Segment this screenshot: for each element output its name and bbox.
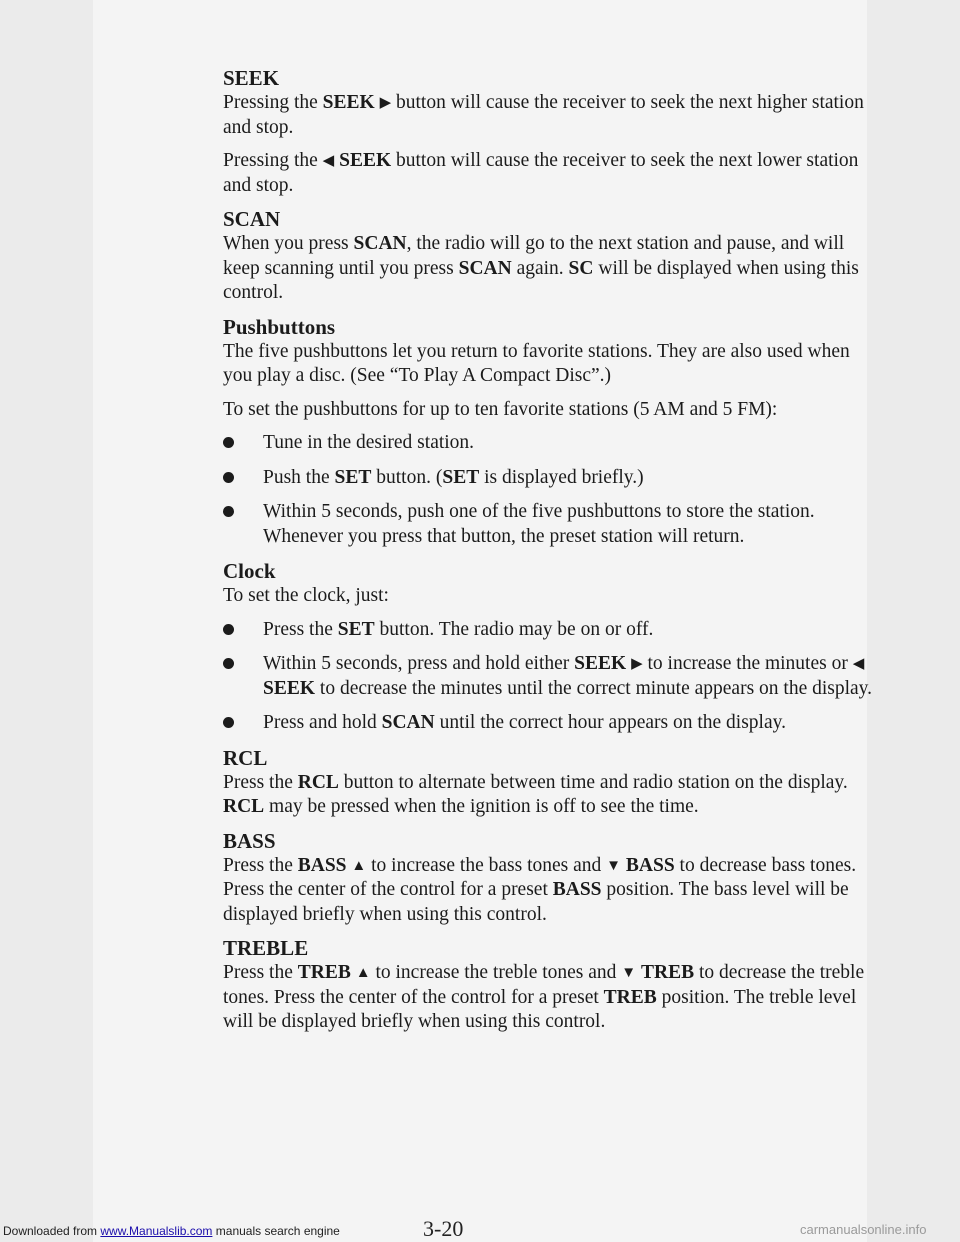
scan-section	[223, 207, 883, 306]
rcl-heading: RCL	[223, 745, 268, 770]
list-item: Within 5 seconds, press and hold either SEEK ▶ to increase the minutes or ◀ SEEK to decrease the minutes until the correct minute appears on the display.	[223, 652, 883, 701]
bass-section	[223, 829, 883, 928]
up-arrow-icon: ▲	[355, 965, 371, 981]
bullet-icon	[223, 658, 234, 669]
seek-left-arrow-icon: ◀	[852, 656, 865, 672]
bass-heading: BASS	[223, 828, 276, 853]
seek-section	[223, 66, 883, 198]
up-arrow-icon: ▲	[351, 857, 367, 874]
page-number: 3-20	[423, 1216, 464, 1241]
treble-section	[223, 936, 883, 1035]
seek-left-arrow-icon: ◀	[322, 153, 335, 169]
pushbuttons-steps	[223, 431, 883, 549]
list-item: Within 5 seconds, push one of the five pushbuttons to store the station. Whenever you press that button, the preset station will return.	[223, 500, 883, 549]
bass-paragraph: Press the BASS ▲ to increase the bass tones and ▼ BASS to decrease bass tones. Press the center of the control for a preset BASS position. The bass level will be displayed briefly when using this control.	[223, 854, 857, 925]
clock-paragraph: To set the clock, just:	[223, 585, 389, 606]
manual-page	[93, 0, 873, 1242]
manualslib-link[interactable]: www.Manualslib.com	[100, 1224, 213, 1238]
bullet-icon	[223, 717, 234, 728]
list-item: Tune in the desired station.	[223, 431, 883, 456]
seek-heading: SEEK	[223, 66, 280, 90]
clock-heading: Clock	[223, 559, 276, 583]
pushbuttons-paragraph-1: The five pushbuttons let you return to favorite stations. They are also used when you play a disc. (See “To Play A Compact Disc”.)	[223, 340, 850, 386]
bullet-icon	[223, 472, 234, 483]
seek-right-arrow-icon: ▶	[631, 656, 643, 672]
list-item: Push the SET button. (SET is displayed briefly.)	[223, 466, 883, 491]
treble-heading: TREBLE	[223, 936, 309, 960]
scan-paragraph: When you press SCAN, the radio will go to the next station and pause, and will keep scanning until you press SCAN again. SC will be displayed when using this control.	[223, 233, 859, 303]
pushbuttons-section	[223, 315, 883, 550]
scan-heading: SCAN	[223, 207, 281, 231]
down-arrow-icon: ▼	[621, 965, 637, 981]
pushbuttons-heading: Pushbuttons	[223, 314, 336, 339]
bullet-icon	[223, 506, 234, 517]
seek-paragraph-2: Pressing the ◀ SEEK button will cause the receiver to seek the next lower station and stop.	[223, 150, 859, 196]
watermark: carmanualsonline.info	[800, 1222, 927, 1237]
treble-paragraph: Press the TREB ▲ to increase the treble tones and ▼ TREB to decrease the treble tones. Press the center of the control for a preset TREB position. The treble level will be displayed briefly when using this control.	[223, 962, 865, 1032]
list-item: Press and hold SCAN until the correct hour appears on the display.	[223, 711, 883, 736]
seek-right-arrow-icon: ▶	[379, 95, 392, 111]
bullet-icon	[223, 437, 234, 448]
bullet-icon	[223, 624, 234, 635]
rcl-paragraph: Press the RCL button to alternate between time and radio station on the display. RCL may be pressed when the ignition is off to see the time.	[223, 771, 848, 817]
rcl-section	[223, 746, 883, 820]
pushbuttons-paragraph-2: To set the pushbuttons for up to ten favorite stations (5 AM and 5 FM):	[223, 398, 778, 420]
page-content	[223, 66, 883, 1044]
clock-section	[223, 559, 883, 736]
seek-paragraph-1: Pressing the SEEK ▶ button will cause the receiver to seek the next higher station and stop.	[223, 92, 864, 138]
download-notice: Downloaded from www.Manualslib.com manuals search engine	[3, 1224, 340, 1238]
list-item: Press the SET button. The radio may be on or off.	[223, 618, 883, 643]
clock-steps	[223, 618, 883, 736]
down-arrow-icon: ▼	[606, 857, 622, 874]
